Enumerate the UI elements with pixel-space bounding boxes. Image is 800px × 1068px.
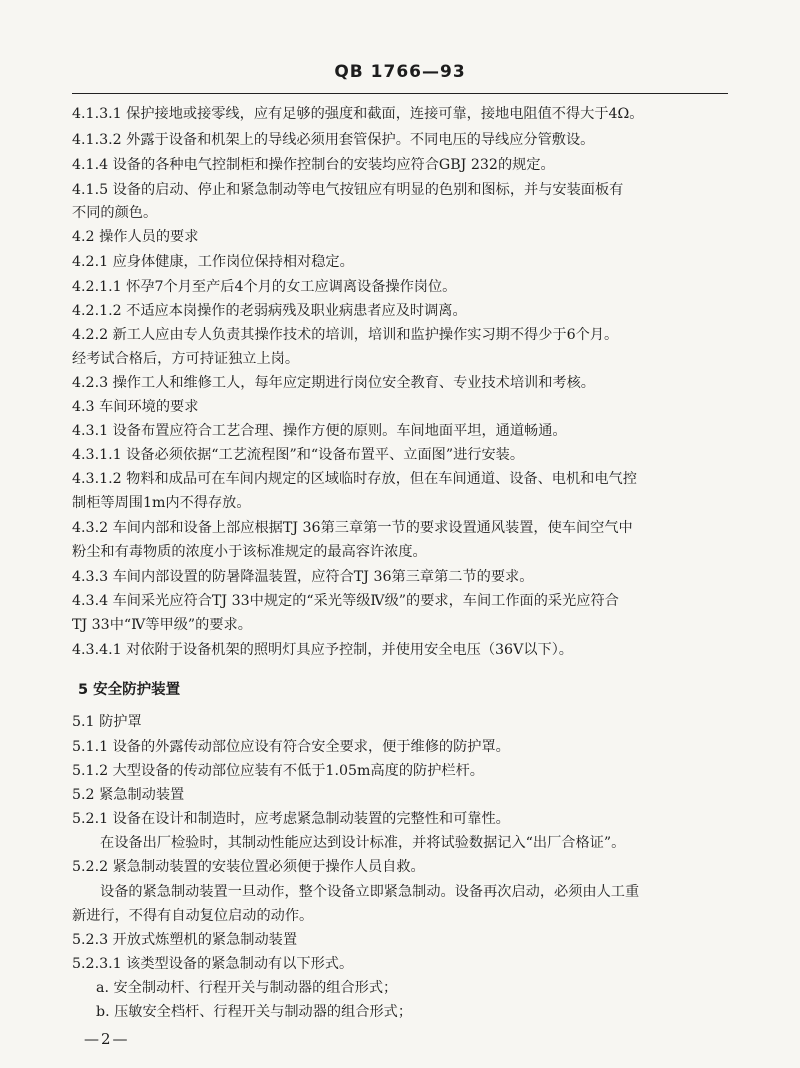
text-line: 4.3.1.1 设备必须依据“工艺流程图”和“设备布置平、立面图”进行安装。 [72, 447, 525, 463]
text-line: 5.1.1 设备的外露传动部位应设有符合安全要求，便于维修的防护罩。 [72, 739, 510, 755]
text-line: 4.1.4 设备的各种电气控制柜和操作控制台的安装均应符合GBJ 232的规定。 [72, 157, 555, 173]
list-item: b. 压敏安全档杆、行程开关与制动器的组合形式； [96, 1004, 413, 1020]
text-line: 4.1.5 设备的启动、停止和紧急制动等电气按钮应有明显的色别和图标，并与安装面板有 [72, 182, 624, 198]
page-number: —2— [84, 1030, 130, 1048]
text-line: 4.1.3.2 外露于设备和机架上的导线必须用套管保护。不同电压的导线应分管敷设。 [72, 132, 595, 148]
header-divider [72, 93, 728, 94]
section-heading: 4.3 车间环境的要求 [72, 399, 199, 415]
text-line: 4.2.1.1 怀孕7个月至产后4个月的女工应调离设备操作岗位。 [72, 279, 457, 295]
text-line: 4.2.3 操作工人和维修工人，每年应定期进行岗位安全教育、专业技术培训和考核。 [72, 375, 595, 391]
text-line: 粉尘和有毒物质的浓度小于该标准规定的最高容许浓度。 [72, 544, 427, 560]
text-line: 4.3.4.1 对依附于设备机架的照明灯具应予控制，并使用安全电压（36V以下）。 [72, 642, 573, 658]
chapter-heading: 5 安全防护装置 [78, 682, 181, 698]
section-heading: 5.1 防护罩 [72, 714, 142, 730]
text-line: 4.3.3 车间内部设置的防暑降温装置，应符合TJ 36第三章第二节的要求。 [72, 569, 534, 585]
text-line: 经考试合格后，方可持证独立上岗。 [72, 351, 300, 367]
section-heading: 4.2 操作人员的要求 [72, 229, 199, 245]
text-line: 4.3.4 车间采光应符合TJ 33中规定的“采光等级Ⅳ级”的要求，车间工作面的采光应符合 [72, 593, 619, 609]
text-line: TJ 33中“Ⅳ等甲级”的要求。 [72, 617, 252, 633]
text-line: 4.3.2 车间内部和设备上部应根据TJ 36第三章第一节的要求设置通风装置，使车间空气中 [72, 520, 633, 536]
text-line: 5.2.3.1 该类型设备的紧急制动有以下形式。 [72, 956, 354, 972]
text-line: 设备的紧急制动装置一旦动作，整个设备立即紧急制动。设备再次启动，必须由人工重 [100, 884, 640, 900]
text-line: 5.2.2 紧急制动装置的安装位置必须便于操作人员自救。 [72, 859, 425, 875]
text-line: 5.2.1 设备在设计和制造时，应考虑紧急制动装置的完整性和可靠性。 [72, 811, 510, 827]
text-line: 4.2.2 新工人应由专人负责其操作技术的培训，培训和监护操作实习期不得少于6个月。 [72, 327, 619, 343]
text-line: 在设备出厂检验时，其制动性能应达到设计标准，并将试验数据记入“出厂合格证”。 [100, 835, 626, 851]
text-line: 制柜等周围1m内不得存放。 [72, 495, 251, 511]
text-line: 4.2.1.2 不适应本岗操作的老弱病残及职业病患者应及时调离。 [72, 303, 467, 319]
page-header: QB 1766—93 [334, 62, 466, 82]
text-line: 4.3.1.2 物料和成品可在车间内规定的区域临时存放，但在车间通道、设备、电机和电气控 [72, 471, 637, 487]
text-line: 4.1.3.1 保护接地或接零线，应有足够的强度和截面，连接可靠，接地电阻值不得大于4Ω。 [72, 106, 644, 122]
text-line: 4.3.1 设备布置应符合工艺合理、操作方便的原则。车间地面平坦，通道畅通。 [72, 423, 567, 439]
text-line: 不同的颜色。 [72, 205, 158, 221]
list-item: a. 安全制动杆、行程开关与制动器的组合形式； [96, 980, 398, 996]
text-line: 4.2.1 应身体健康，工作岗位保持相对稳定。 [72, 254, 354, 270]
text-line: 5.1.2 大型设备的传动部位应装有不低于1.05m高度的防护栏杆。 [72, 763, 484, 779]
section-heading: 5.2 紧急制动装置 [72, 787, 185, 803]
text-line: 新进行，不得有自动复位启动的动作。 [72, 908, 314, 924]
section-heading: 5.2.3 开放式炼塑机的紧急制动装置 [72, 932, 298, 948]
